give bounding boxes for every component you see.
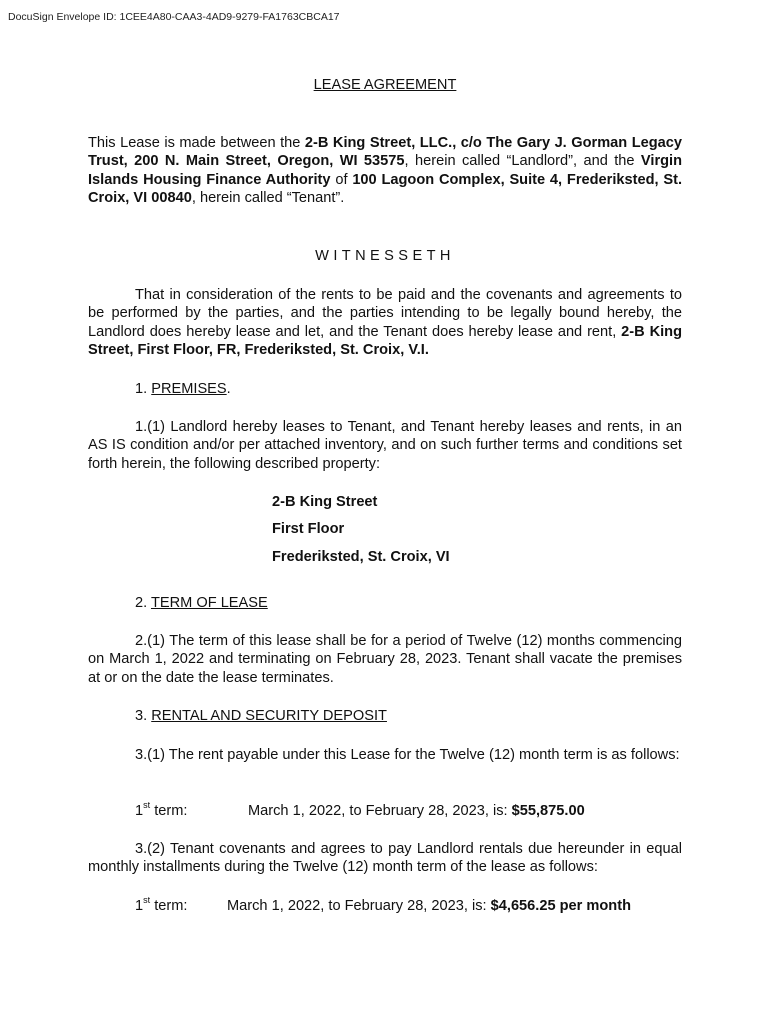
term-1-number: 1 (135, 803, 144, 819)
term-1-label: term: (150, 803, 188, 819)
term-2-ordinal: st (143, 895, 151, 906)
section-2-paragraph: 2.(1) The term of this lease shall be for a period of Twelve (12) months commencing on March 1, 2022 and terminating on February 28, 2023. Tenant shall vacate the premises at or on the date the lease terminates. (88, 633, 682, 686)
intro-text-2: , herein called “Landlord”, and the (404, 153, 641, 170)
term-2-label: term: (150, 898, 188, 914)
landlord-name: 2-B King Street, LLC., c/o The Gary J. Gorman Legacy Trust, 200 N. Main Street, Oregon, WI 53575 (88, 135, 682, 170)
section-2-title: TERM OF LEASE (150, 595, 268, 611)
section-1-heading (135, 380, 231, 398)
premises-address-line-1: 2-B King Street (272, 494, 378, 510)
section-3-number: 3. (135, 708, 152, 724)
leased-property: 2-B King Street, First Floor, FR, Frederiksted, St. Croix, V.I. (88, 323, 683, 359)
premises-address-line-3: Frederiksted, St. Croix, VI (272, 549, 450, 565)
intro-text-4: , herein called “Tenant”. (191, 190, 345, 207)
consideration-text: That in consideration of the rents to be paid and the covenants and agreements to be performed by the parties, and the parties intending to be legally bound hereby, the Landlord does hereby lease and let, and the Tenant does hereby lease and rent, (88, 287, 682, 340)
section-1-period: . (226, 381, 231, 397)
term-1-ordinal: st (143, 800, 151, 811)
total-rent-line (248, 802, 585, 820)
term-2-number: 1 (135, 898, 144, 914)
section-3-paragraph-2: 3.(2) Tenant covenants and agrees to pay Landlord rentals due hereunder in equal monthly installments during the Twelve (12) month term of the lease as follows: (88, 841, 682, 876)
section-1-title: PREMISES (151, 381, 227, 397)
premises-address-line-2: First Floor (272, 521, 345, 537)
section-3-paragraph-1: 3.(1) The rent payable under this Lease for the Twelve (12) month term is as follows: (135, 747, 680, 763)
total-rent-term-label (135, 802, 187, 820)
tenant-address: 100 Lagoon Complex, Suite 4, Frederiksted, St. Croix, VI 00840 (88, 171, 683, 207)
intro-paragraph (88, 134, 682, 208)
intro-text-3: of (330, 171, 353, 188)
total-rent-amount: $55,875.00 (511, 803, 585, 819)
intro-text-1: This Lease is made between the (88, 135, 305, 151)
monthly-rent-line (227, 897, 631, 915)
monthly-rent-period: March 1, 2022, to February 28, 2023, is: (227, 898, 491, 914)
section-3-title: RENTAL AND SECURITY DEPOSIT (151, 708, 387, 724)
section-1-number: 1. (135, 381, 152, 397)
docusign-envelope-id: DocuSign Envelope ID: 1CEE4A80-CAA3-4AD9-9279-FA1763CBCA17 (8, 11, 340, 23)
section-2-heading (135, 594, 268, 612)
monthly-rent-amount: $4,656.25 per month (490, 898, 631, 914)
section-3-heading (135, 707, 387, 725)
consideration-paragraph (88, 286, 682, 360)
total-rent-period: March 1, 2022, to February 28, 2023, is: (248, 803, 512, 819)
witnesseth-heading: WITNESSETH (315, 248, 455, 264)
monthly-rent-term-label (135, 897, 187, 915)
section-2-number: 2. (135, 595, 151, 611)
section-1-paragraph: 1.(1) Landlord hereby leases to Tenant, and Tenant hereby leases and rents, in an AS IS condition and/or per attached inventory, and on such further terms and conditions set forth herein, the following described property: (88, 419, 682, 472)
tenant-name: Virgin Islands Housing Finance Authority (88, 153, 683, 188)
document-title: LEASE AGREEMENT (313, 77, 457, 93)
